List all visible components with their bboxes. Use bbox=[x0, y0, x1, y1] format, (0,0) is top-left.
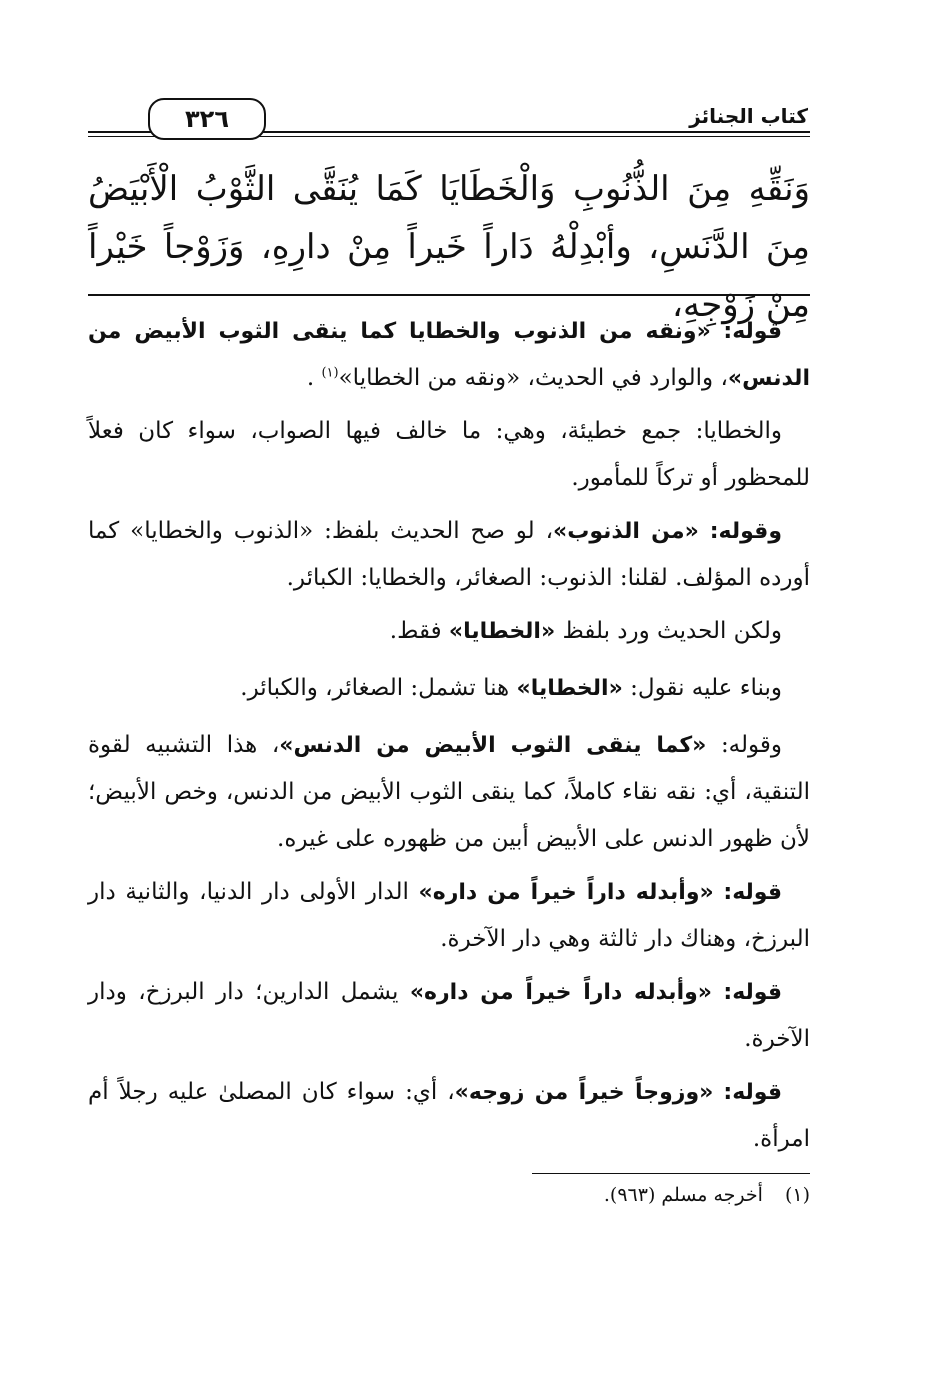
paragraph-lead: قوله: bbox=[723, 319, 783, 344]
running-title: كتاب الجنائز bbox=[689, 104, 808, 128]
paragraph bbox=[88, 969, 810, 1063]
quoted-text: «من الذنوب» bbox=[553, 519, 699, 544]
paragraph-lead: وقوله: bbox=[709, 519, 783, 544]
paragraph bbox=[88, 722, 810, 863]
paragraph-text: ولكن الحديث ورد بلفظ bbox=[562, 618, 782, 644]
quoted-text: «وزوجاً خيراً من زوجه» bbox=[454, 1080, 714, 1105]
paragraph-text: وقوله: bbox=[720, 732, 783, 758]
page-number: ٣٢٦ bbox=[148, 98, 266, 140]
footnote-divider bbox=[532, 1173, 810, 1174]
matn-text: وَنَقِّهِ مِنَ الذُّنُوبِ وَالْخَطَايَا كَمَا يُنَقَّى الثَّوْبُ الْأَبْيَضُ مِنَ الدَّنَسِ، وأبْدِلْهُ دَاراً خَيراً مِنْ دارِهِ، وَزَوْجاً خَيْراً مِنْ زَوْجِهِ، bbox=[88, 169, 810, 325]
commentary bbox=[88, 308, 810, 1163]
paragraph-text: . bbox=[306, 365, 315, 391]
quoted-text: «وأبدله داراً خيراً من داره» bbox=[418, 880, 714, 905]
paragraph-text: ، هذا التشبيه لقوة التنقية، أي: نقه نقاء كاملاً، كما ينقى الثوب الأبيض من الدنس، وخص الأبيض؛ لأن ظهور الدنس على الأبيض أبين من ظهوره على غيره. bbox=[88, 732, 810, 852]
paragraph-text: وبناء عليه نقول: bbox=[630, 675, 782, 701]
book-page bbox=[88, 96, 810, 1296]
paragraph bbox=[88, 608, 810, 655]
paragraph-text: الدار الأولى دار الدنيا، والثانية دار البرزخ، وهناك دار ثالثة وهي دار الآخرة. bbox=[88, 879, 810, 952]
footnote-number: (١) bbox=[784, 1184, 810, 1206]
quoted-text: «كما ينقى الثوب الأبيض من الدنس» bbox=[279, 733, 707, 758]
page-header bbox=[88, 96, 810, 150]
footnote bbox=[88, 1180, 810, 1210]
paragraph: والخطايا: جمع خطيئة، وهي: ما خالف فيها الصواب، سواء كان فعلاً للمحظور أو تركاً للمأمور. bbox=[88, 418, 810, 491]
paragraph-text: يشمل الدارين؛ دار البرزخ، ودار الآخرة. bbox=[88, 979, 810, 1052]
paragraph-text: ، والوارد في الحديث، «ونقه من الخطايا» bbox=[338, 365, 728, 391]
paragraph bbox=[88, 869, 810, 963]
paragraph-lead: قوله: bbox=[723, 980, 783, 1005]
paragraph bbox=[88, 308, 810, 402]
quoted-text: «الخطايا» bbox=[516, 676, 623, 701]
paragraph bbox=[88, 508, 810, 602]
quoted-text: «الخطايا» bbox=[448, 619, 556, 644]
paragraph-lead: قوله: bbox=[723, 880, 783, 905]
paragraph-lead: قوله: bbox=[723, 1080, 782, 1105]
footnote-marker[interactable]: (١) bbox=[321, 365, 339, 381]
footnotes bbox=[88, 1180, 810, 1210]
paragraph-text: فقط. bbox=[389, 618, 442, 644]
paragraph bbox=[88, 665, 810, 712]
paragraph-text: ، لو صح الحديث بلفظ: «الذنوب والخطايا» كما أورده المؤلف. لقلنا: الذنوب: الصغائر، والخطايا: الكبائر. bbox=[88, 518, 810, 591]
quoted-text: «وأبدله داراً خيراً من داره» bbox=[409, 980, 712, 1005]
quoted-text: «ونقه من الذنوب والخطايا كما ينقى الثوب الأبيض من الدنس» bbox=[88, 319, 810, 391]
paragraph-text: ، أي: سواء كان المصلىٰ عليه رجلاً أم امرأة. bbox=[88, 1079, 810, 1152]
footnote-text: أخرجه مسلم (٩٦٣). bbox=[603, 1184, 763, 1206]
paragraph-text: هنا تشمل: الصغائر، والكبائر. bbox=[240, 675, 510, 701]
paragraph bbox=[88, 1069, 810, 1163]
